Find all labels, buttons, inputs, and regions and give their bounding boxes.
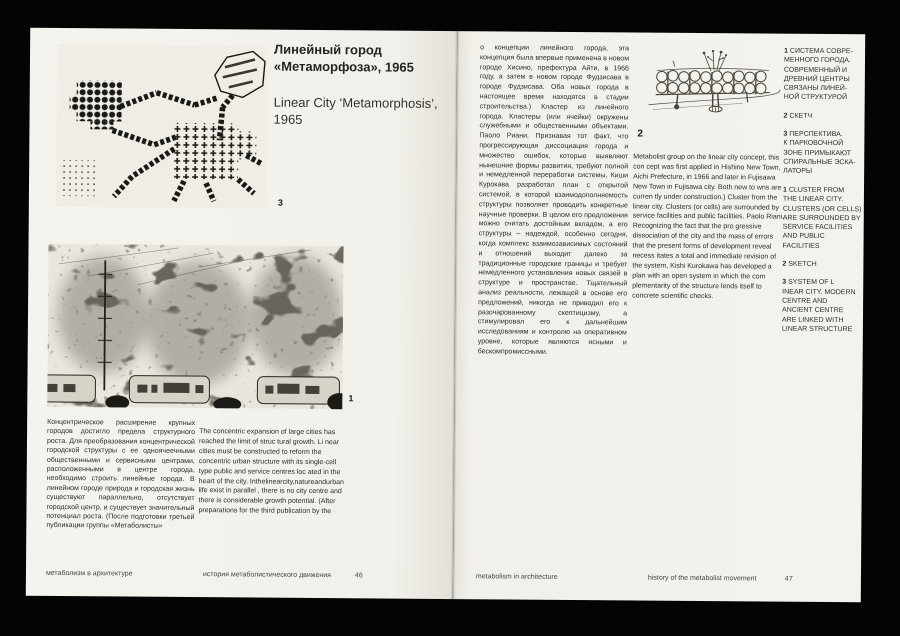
body-text-ru-right: о концепции линейного города, эта концепция была впервые применена в новом городе Хисино, префектура Айти, в 1966 году, а затем в новом городе Фудзисава в городе Фудзисава. Оба новых города в настоящее время находятся в стадии строительства.) Кластер из линейного города. Кластеры (или ячейки) окружены служебными и общественными объектами. Паоло Риани. Признавая тот факт, что прогрессирующая диссоциация города и множество ошибок, которые выявляют нынешние формы развития, требуют полной и немедленной переработки системы, Киши Курокава разработал план с открытой системой, в которой взаимодополняемость структуры позволяет проводить конкретные научные проверки. В целом его предложения можно считать достойным вкладом, а его структуры – надеждой, особенно сегодня, когда комплекс взаимозависимых состояний и отношений выходит далеко за традиционные городские границы и требует немедленного установления новых связей в структуре и пространстве. Тщательный анализ реальности, лежащей в основе его предложений, никогда не приводил его к разочарованному скептицизму, а стимулировал его к дальнейшим исследованиям и контролю на оперативном уровне, которые являются ясными и бескомпромиссными. [477, 44, 630, 356]
caption-text: СКЕТЧ [789, 112, 813, 120]
article-title-en: Linear City ‘Metamorphosis’, 1965 [273, 94, 438, 127]
footer-book-title-en: metabolism in architecture [475, 573, 558, 581]
model-photo-graphic [47, 244, 343, 409]
sketch-graphic [646, 47, 782, 136]
caption-ru-3 [783, 130, 863, 177]
figure-3-label: 3 [277, 197, 283, 208]
caption-en-2 [782, 260, 862, 270]
page-right [453, 31, 865, 602]
footer-chapter-ru: история метаболистического движения [202, 571, 331, 580]
figure-1-label: 1 [348, 393, 354, 404]
figure-1-model-photo [47, 244, 343, 409]
caption-number: 3 [783, 130, 788, 138]
article-title-ru: Линейный город «Метаморфоза», 1965 [273, 41, 414, 75]
book-spread [26, 28, 865, 603]
caption-text: СИСТЕМА СОВРЕ- МЕННОГО ГОРОДА. СОВРЕМЕННЫЙ И ДРЕВНИЙ ЦЕНТРЫ СВЯЗАНЫ ЛИНЕЙ- НОЙ СТРУКТУРОЙ [783, 47, 853, 102]
caption-text: CLUSTER FROM THE LINEAR CITY. CLUSTERS (OR CELLS) ARE SURROUNDED BY SERVICE FACILITIES AND PUBLIC FACILITIES [782, 186, 862, 250]
plan-drawing-graphic [56, 44, 268, 209]
body-text-en-left: The concentric expansion of large cities has reached the limit of struc tural growth. Li near cities must be constructed to reform the concentric urban structure with its single-cell type public and service centres loc ated in the heart of the city. Inthelinearcity,natureandurban life exist in parallel , there is no city centre and there is considerable growth potential. (After preparations for the third publication by the [198, 428, 344, 516]
caption-number: 1 [784, 47, 789, 55]
caption-number: 1 [782, 186, 787, 194]
caption-ru-1 [784, 47, 864, 103]
caption-text: SYSTEM OF L INEAR CITY. MODERN CENTRE AND ANCIENT CENTRE ARE LINKED WITH LINEAR STRUCTURE [781, 279, 856, 334]
caption-ru-2 [784, 111, 864, 121]
body-text-ru-left: Концентрическое расширение крупных городов достигло предела структурного роста. Для преобразования концентрической городской структуры с ее одноячеечными общественными и сервисными центрами, расположенными в центре города, необходимо строить линейные города. В линейном городе природа и городская жизнь существуют параллельно, отсутствует городской центр, и существует значительный потенциал роста. (После подготовки третьей публикации группы «Метаболисты» [46, 418, 196, 531]
page-number-right: 47 [784, 575, 793, 583]
figure-captions-ru [783, 47, 864, 186]
page-left [26, 28, 457, 599]
caption-en-3 [782, 278, 862, 334]
caption-number: 2 [783, 112, 788, 120]
body-text-en-right: Metabolist group on the linear city concept, this con cept was first applied in Hishino New Town, Aichi Prefecture, in 1966 and later in Fujisawa New Town in Fujisawa city. Both new to wns are curren tly under construction.) Cluster from the linear city. Clusters (or cells) are surrounded by service facilities and public facilities. Paolo Riani. Recognizing the fact that the pro gressive dissociation of the city and the mass of errors that the present forms of development reveal necess itates a total and immediate revision of the system, Kishi Kurokawa has developed a plan with an open system in which the com plementarity of the structure lends itself to concrete scientific checks. [632, 153, 785, 300]
figure-3-plan-drawing [56, 44, 268, 209]
figure-2-sketch-drawing [646, 47, 782, 136]
caption-number: 2 [782, 260, 787, 268]
footer-chapter-en: history of the metabolist movement [647, 574, 757, 583]
caption-number: 3 [782, 279, 787, 287]
figure-2-label: 2 [637, 128, 644, 140]
footer-book-title-ru: метаболизм в архитектуре [45, 569, 133, 578]
caption-en-1 [783, 186, 864, 252]
caption-text: SKETCH [788, 260, 817, 268]
figure-captions-en [782, 186, 863, 344]
page-number-left: 46 [354, 572, 363, 580]
caption-text: ПЕРСПЕКТИВА. К ПАРКОВОЧНОЙ ЗОНЕ ПРИМЫКАЮТ СПИРАЛЬНЫЕ ЭСКА- ЛАТОРЫ [783, 130, 856, 176]
